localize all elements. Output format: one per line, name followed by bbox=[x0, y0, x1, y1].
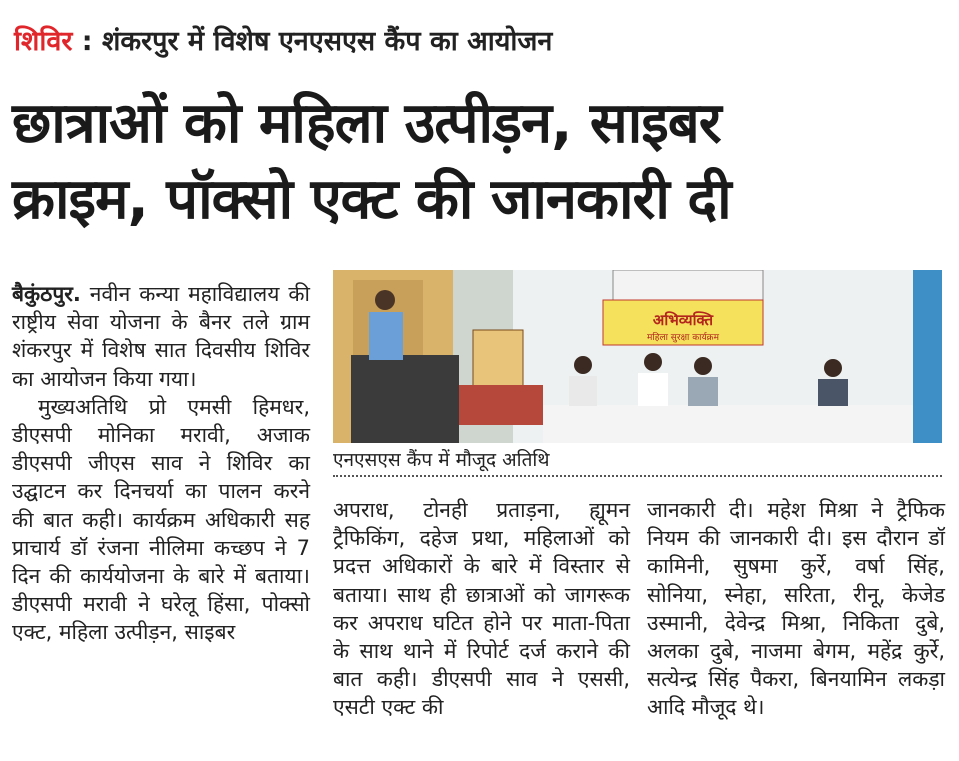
article-paragraph-1 bbox=[12, 280, 310, 393]
headline bbox=[12, 86, 952, 238]
article-column-2 bbox=[333, 496, 630, 722]
article-column-2-text: अपराध, टोनही प्रताड़ना, ह्यूमन ट्रैफिकिंग, दहेज प्रथा, महिलाओं को प्रदत्त अधिकारों के बारे में विस्तार से बताया। साथ ही छात्राओं को जागरूक कर अपराध घटित होने पर माता-पिता के साथ थाने में रिपोर्ट दर्ज कराने की बात कही। डीएसपी साव ने एससी, एसटी एक्ट की bbox=[333, 498, 630, 720]
guest-1-body bbox=[569, 376, 597, 406]
article-paragraph-2: मुख्यअतिथि प्रो एमसी हिमधर, डीएसपी मोनिका मरावी, अजाक डीएसपी जीएस साव ने शिविर का उद्घाटन कर दिनचर्या का पालन करने की बात कही। कार्यक्रम अधिकारी सह प्राचार्य डॉ रंजना नीलिमा कच्छप ने 7 दिन की कार्ययोजना के बारे में बताया। डीएसपी मरावी ने घरेलू हिंसा, पोक्सो एक्ट, महिला उत्पीड़न, साइबर bbox=[12, 394, 310, 645]
top-banner bbox=[613, 270, 763, 300]
headline-line-2: क्राइम, पॉक्सो एक्ट की जानकारी दी bbox=[12, 167, 731, 232]
guest-2-body bbox=[638, 373, 668, 406]
article-column-3 bbox=[647, 496, 945, 722]
guest-4-body bbox=[818, 379, 848, 406]
article-column-3-text: जानकारी दी। महेश मिश्रा ने ट्रैफिक नियम की जानकारी दी। इस दौरान डॉ कामिनी, सुषमा कुर्रे, वर्षा सिंह, सोनिया, स्नेहा, सरिता, रीनू, केजेड उस्मानी, देवेन्द्र मिश्रा, निकिता दुबे, अलका दुबे, नाजमा बेगम, महेंद्र कुर्रे, सत्येन्द्र सिंह पैकरा, बिनयामिन लकड़ा आदि मौजूद थे। bbox=[647, 498, 945, 720]
section-kicker bbox=[14, 22, 552, 62]
speaker-head bbox=[375, 290, 395, 310]
podium bbox=[351, 355, 459, 443]
guest-table bbox=[543, 405, 923, 443]
guest-4-head bbox=[824, 359, 842, 377]
speaker-body bbox=[369, 312, 403, 360]
kicker-text: शंकरपुर में विशेष एनएसएस कैंप का आयोजन bbox=[102, 26, 553, 57]
guest-3-body bbox=[688, 377, 718, 406]
banner-main-text: अभिव्यक्ति bbox=[652, 311, 714, 329]
photo-illustration bbox=[333, 270, 942, 443]
headline-line-1: छात्राओं को महिला उत्पीड़न, साइबर bbox=[12, 91, 721, 156]
kicker-separator: : bbox=[72, 26, 103, 57]
dateline: बैकुंठपुर. bbox=[12, 282, 81, 306]
guest-2-head bbox=[644, 353, 662, 371]
kicker-tag: शिविर bbox=[14, 26, 73, 57]
photo-caption: एनएसएस कैंप में मौजूद अतिथि bbox=[333, 447, 942, 477]
paragraph-1-text: नवीन कन्या महाविद्यालय की राष्ट्रीय सेवा योजना के बैनर तले ग्राम शंकरपुर में विशेष सात दिवसीय शिविर का आयोजन किया गया। bbox=[12, 282, 310, 391]
banner-sub-text: महिला सुरक्षा कार्यक्रम bbox=[647, 333, 719, 343]
guest-1-head bbox=[574, 356, 592, 374]
portrait-frame bbox=[473, 330, 523, 390]
side-curtain bbox=[913, 270, 942, 443]
article-column-1 bbox=[12, 280, 310, 647]
guest-3-head bbox=[694, 357, 712, 375]
news-photo bbox=[333, 270, 942, 443]
